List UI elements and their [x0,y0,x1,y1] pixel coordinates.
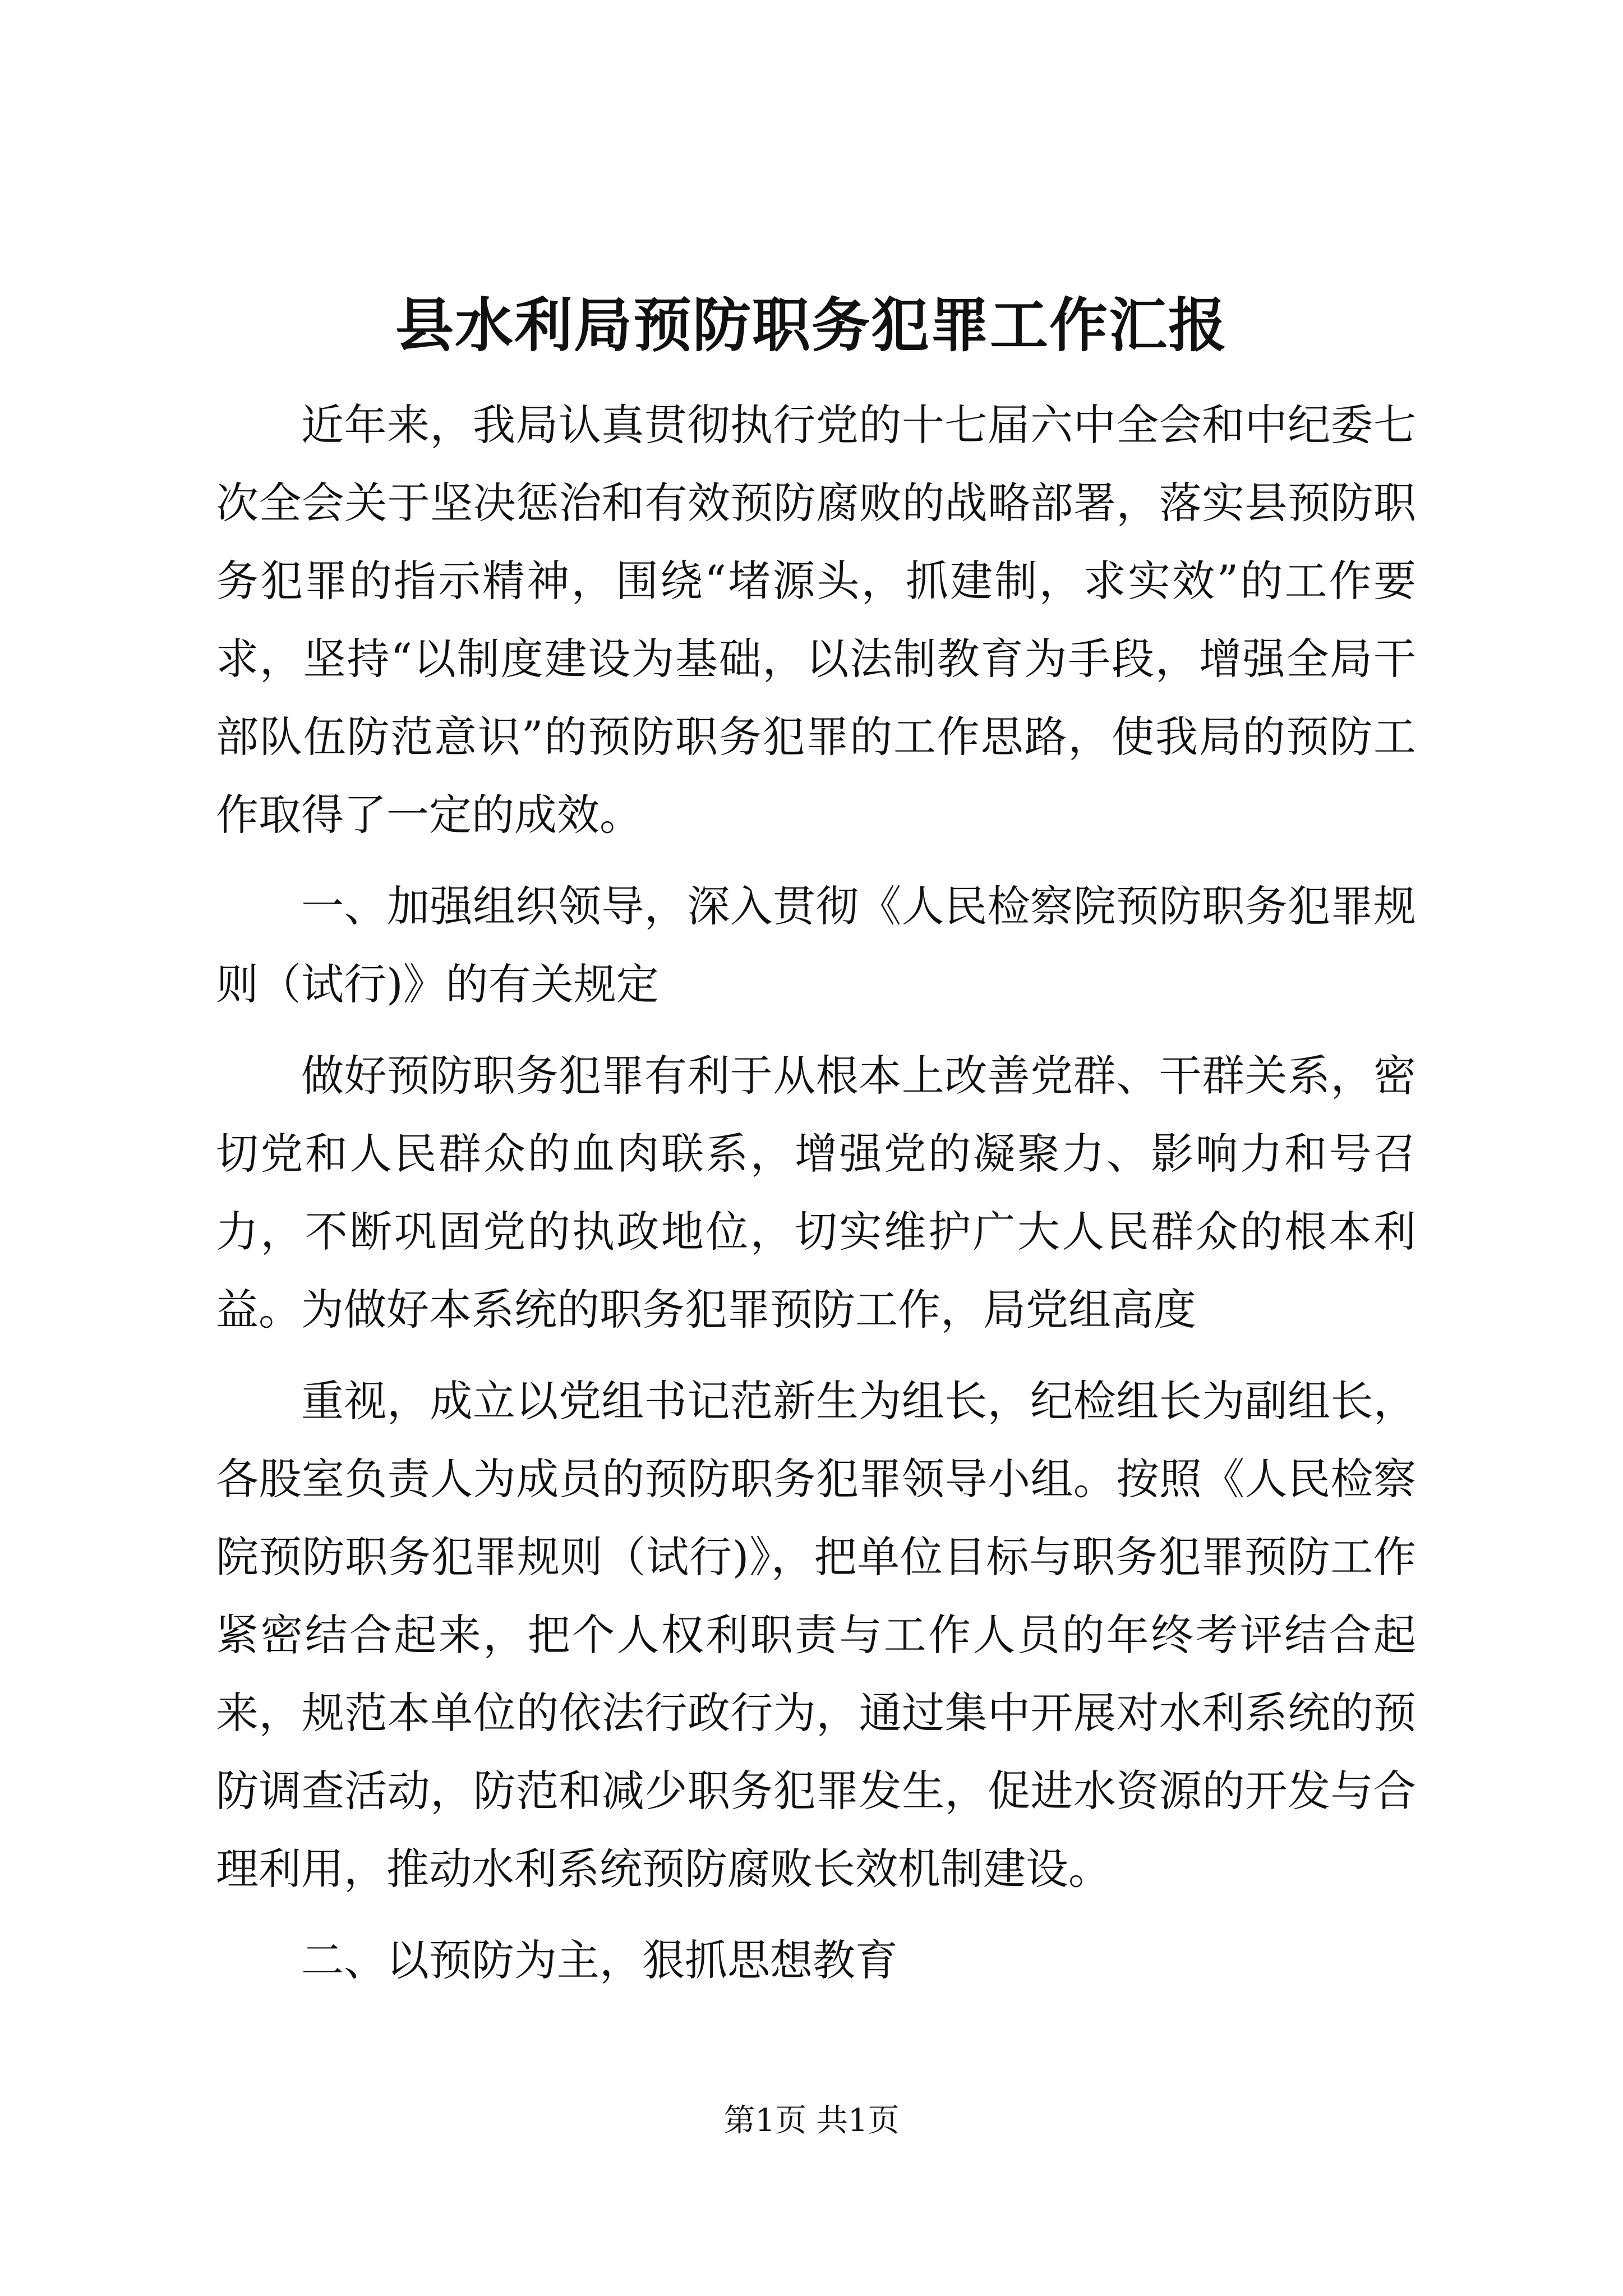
paragraph-2: 重视，成立以党组书记范新生为组长，纪检组长为副组长，各股室负责人为成员的预防职务犯罪领导小组。按照《人民检察院预防职务犯罪规则（试行)》，把单位目标与职务犯罪预防工作紧密结合起来，把个人权利职责与工作人员的年终考评结合起来，规范本单位的依法行政行为，通过集中开展对水利系统的预防调查活动，防范和减少职务犯罪发生，促进水资源的开发与合理利用，推动水利系统预防腐败长效机制建设。 [216,1376,1416,1894]
section-heading-2: 二、以预防为主，狠抓思想教育 [301,1935,898,1985]
page-title: 县水利局预防职务犯罪工作汇报 [395,291,1228,360]
page-footer: 第1页 共1页 [723,2102,900,2139]
paragraph-intro: 近年来，我局认真贯彻执行党的十七届六中全会和中纪委七次全会关于坚决惩治和有效预防腐败的战略部署，落实县预防职务犯罪的指示精神，围绕“堵源头，抓建制，求实效”的工作要求，坚持“以制度建设为基础，以法制教育为手段，增强全局干部队伍防范意识”的预防职务犯罪的工作思路，使我局的预防工作取得了一定的成效。 [216,400,1416,840]
document-body [216,386,1416,2013]
section-heading-1: 一、加强组织领导，深入贯彻《人民检察院预防职务犯罪规则（试行)》的有关规定 [216,881,1416,1009]
paragraph-1: 做好预防职务犯罪有利于从根本上改善党群、干群关系，密切党和人民群众的血肉联系，增强党的凝聚力、影响力和号召力，不断巩固党的执政地位，切实维护广大人民群众的根本利益。为做好本系统的职务犯罪预防工作，局党组高度 [216,1051,1416,1335]
